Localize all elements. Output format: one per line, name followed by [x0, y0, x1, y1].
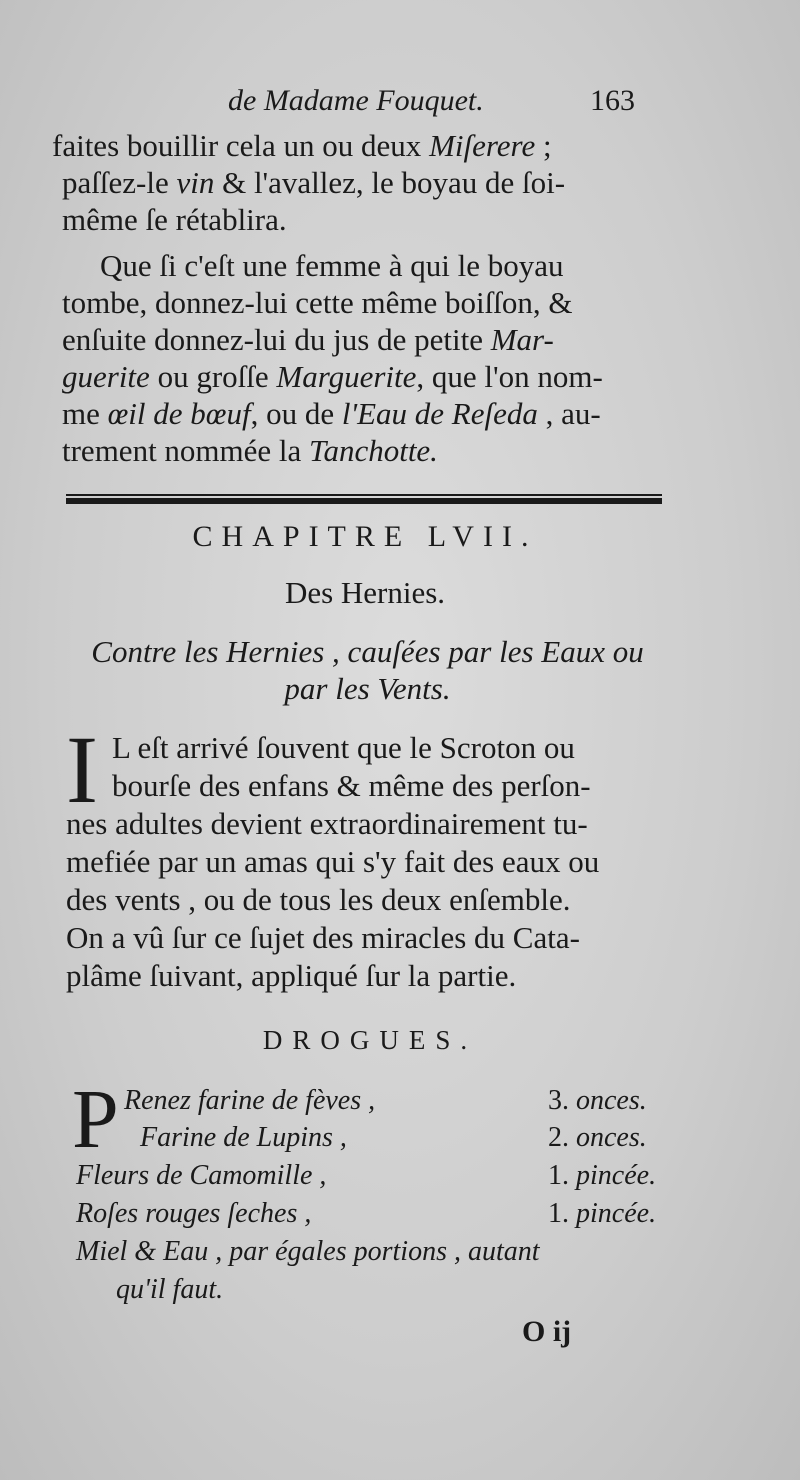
quantity-unit: onces. [576, 1122, 647, 1153]
drogues-heading: DROGUES. [262, 1025, 478, 1055]
text-line [62, 322, 554, 358]
ingredient-quantity [548, 1198, 656, 1230]
section-subheading-line2: par les Vents. [284, 671, 451, 706]
text-run: ; [535, 128, 552, 163]
drop-cap: P [72, 1073, 119, 1166]
signature-mark: O ij [522, 1315, 572, 1348]
text-run: paſſez-le [62, 165, 177, 200]
italic-term: guerite [62, 359, 150, 394]
text-run: faites bouillir cela un ou deux [52, 128, 430, 163]
quantity-number: 1. [548, 1198, 569, 1229]
text-line: mefiée par un amas qui s'y fait des eaux ou [66, 844, 600, 879]
drop-cap: I [66, 716, 98, 823]
chapter-title: Des Hernies. [284, 575, 446, 610]
rule-thick [66, 498, 662, 504]
italic-term: Mar- [490, 322, 554, 357]
quantity-number: 3. [548, 1085, 569, 1116]
ingredient-quantity [548, 1122, 647, 1154]
rule-thin [66, 494, 662, 496]
text-line [62, 202, 287, 238]
text-run: même ſe rétablira. [62, 202, 287, 237]
text-line: bourſe des enfans & même des perſon- [112, 768, 591, 803]
text-run: , ou de [250, 396, 342, 431]
ingredient-name: Renez farine de fèves , [124, 1085, 376, 1116]
text-run: trement nommée la [62, 433, 310, 468]
chapter-heading: CHAPITRE LVII. [192, 520, 538, 553]
text-run: Que ſi c'eſt une femme à qui le boyau [100, 248, 564, 283]
italic-term: Miſerere [429, 128, 536, 163]
text-run: enſuite donnez-lui du jus de petite [62, 322, 491, 357]
ingredient-quantity [548, 1085, 647, 1117]
text-line: nes adultes devient extraordinairement tu- [66, 806, 588, 841]
italic-term: œil de bœuf [107, 396, 251, 431]
text-line [62, 359, 603, 395]
ingredient-name: Farine de Lupins , [140, 1122, 347, 1153]
text-run: , au- [537, 396, 601, 431]
text-line [52, 128, 552, 164]
running-title: de Madame Fouquet. [228, 84, 484, 117]
text-line [62, 433, 438, 469]
text-line: L eſt arrivé ſouvent que le Scroton ou [112, 730, 575, 765]
chapter-divider-rule [66, 494, 662, 506]
quantity-unit: onces. [576, 1085, 647, 1116]
text-run: ou groſſe [149, 359, 277, 394]
quantity-unit: pincée. [576, 1198, 657, 1229]
text-run: , que l'on nom- [416, 359, 603, 394]
italic-term: l'Eau de Reſeda [341, 396, 538, 431]
ingredient-quantity [548, 1160, 656, 1192]
quantity-unit: pincée. [576, 1160, 657, 1191]
text-line: des vents , ou de tous les deux enſemble. [66, 882, 571, 917]
section-subheading-line1: Contre les Hernies , cauſées par les Eaux ou [91, 634, 644, 669]
italic-term: vin [176, 165, 215, 200]
text-run: tombe, donnez-lui cette même boiſſon, & [62, 285, 573, 320]
ingredient-last-line: Miel & Eau , par égales portions , autant [76, 1236, 540, 1267]
text-line: plâme ſuivant, appliqué ſur la partie. [66, 958, 517, 993]
text-run: me [62, 396, 108, 431]
ingredient-name: Roſes rouges ſeches , [76, 1198, 312, 1229]
text-line [62, 165, 565, 201]
text-line [62, 396, 601, 432]
text-run: & l'avallez, le boyau de ſoi- [214, 165, 566, 200]
page-number: 163 [590, 84, 635, 117]
text-line [62, 285, 573, 321]
quantity-number: 2. [548, 1122, 569, 1153]
quantity-number: 1. [548, 1160, 569, 1191]
text-line [100, 248, 564, 284]
text-line: On a vû ſur ce ſujet des miracles du Cata- [66, 920, 580, 955]
italic-term: Tanchotte. [309, 433, 438, 468]
ingredient-name: Fleurs de Camomille , [76, 1160, 327, 1191]
italic-term: Marguerite [276, 359, 417, 394]
ingredient-last-line: qu'il faut. [116, 1274, 224, 1305]
